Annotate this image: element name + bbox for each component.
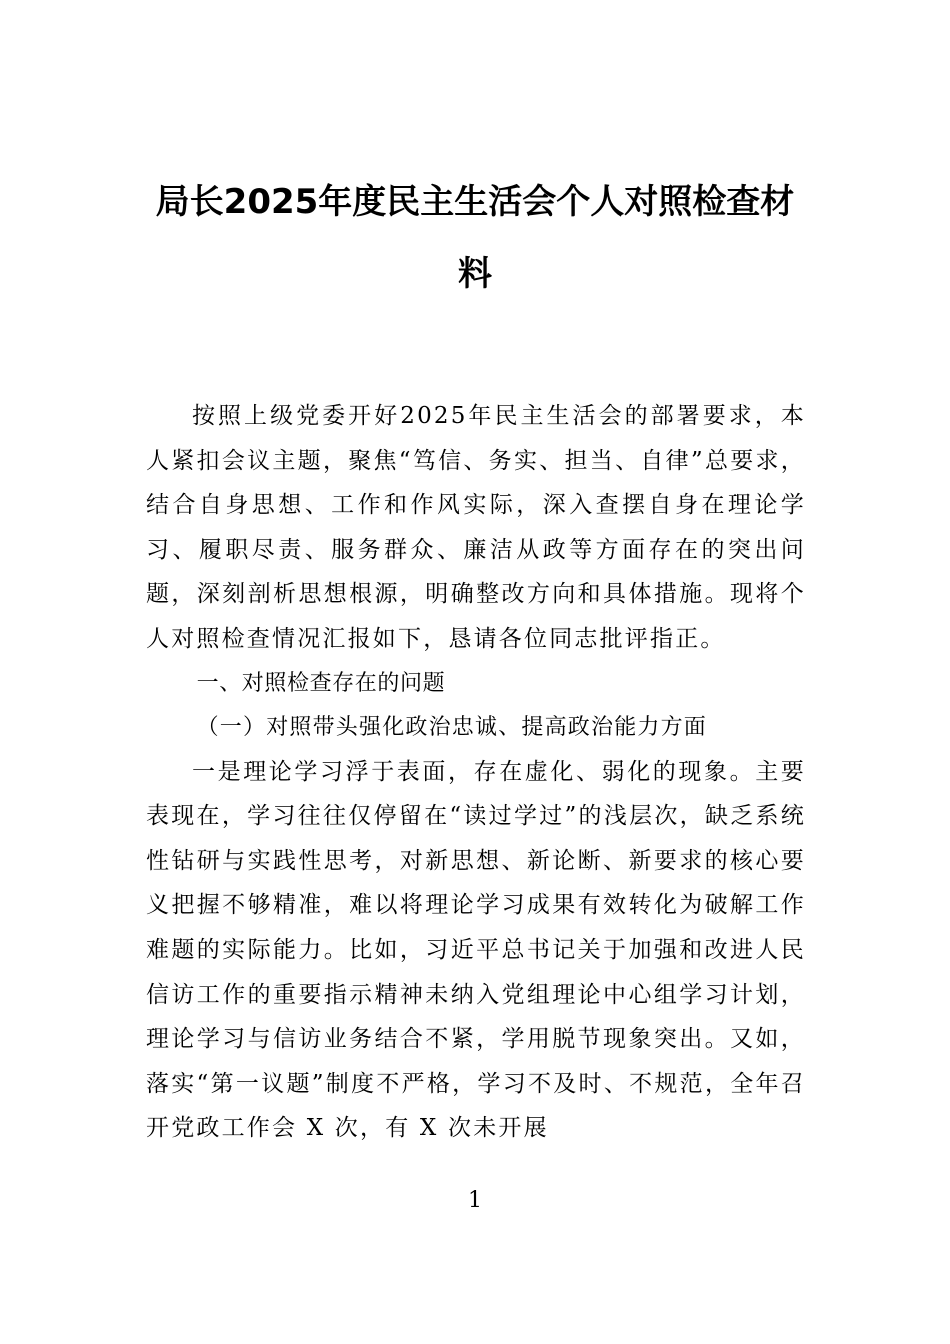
document-title: 局长2025年度民主生活会个人对照检查材料 bbox=[155, 182, 795, 294]
subsection-paragraph: 一是理论学习浮于表面，存在虚化、弱化的现象。主要表现在，学习往往仅停留在“读过学过”的浅层次，缺乏系统性钻研与实践性思考，对新思想、新论断、新要求的核心要义把握不够精准，难以将理论学习成果有效转化为破解工作难题的实际能力。比如，习近平总书记关于加强和改进人民信访工作的重要指示精神未纳入党组理论中心组学习计划，理论学习与信访业务结合不紧，学用脱节现象突出。又如，落实“第一议题”制度不严格，学习不及时、不规范，全年召开党政工作会 X 次，有 X 次未开展 bbox=[146, 758, 806, 1142]
section-heading: 一、对照检查存在的问题 bbox=[196, 670, 446, 696]
subsection-heading: （一）对照带头强化政治忠诚、提高政治能力方面 bbox=[196, 714, 707, 740]
intro-paragraph: 按照上级党委开好2025年民主生活会的部署要求，本人紧扣会议主题，聚焦“笃信、务实、担当、自律”总要求，结合自身思想、工作和作风实际，深入查摆自身在理论学习、履职尽责、服务群众、廉洁从政等方面存在的突出问题，深刻剖析思想根源，明确整改方向和具体措施。现将个人对照检查情况汇报如下，恳请各位同志批评指正。 bbox=[146, 403, 806, 652]
document-body bbox=[146, 394, 806, 1151]
page-number: 1 bbox=[468, 1188, 482, 1213]
